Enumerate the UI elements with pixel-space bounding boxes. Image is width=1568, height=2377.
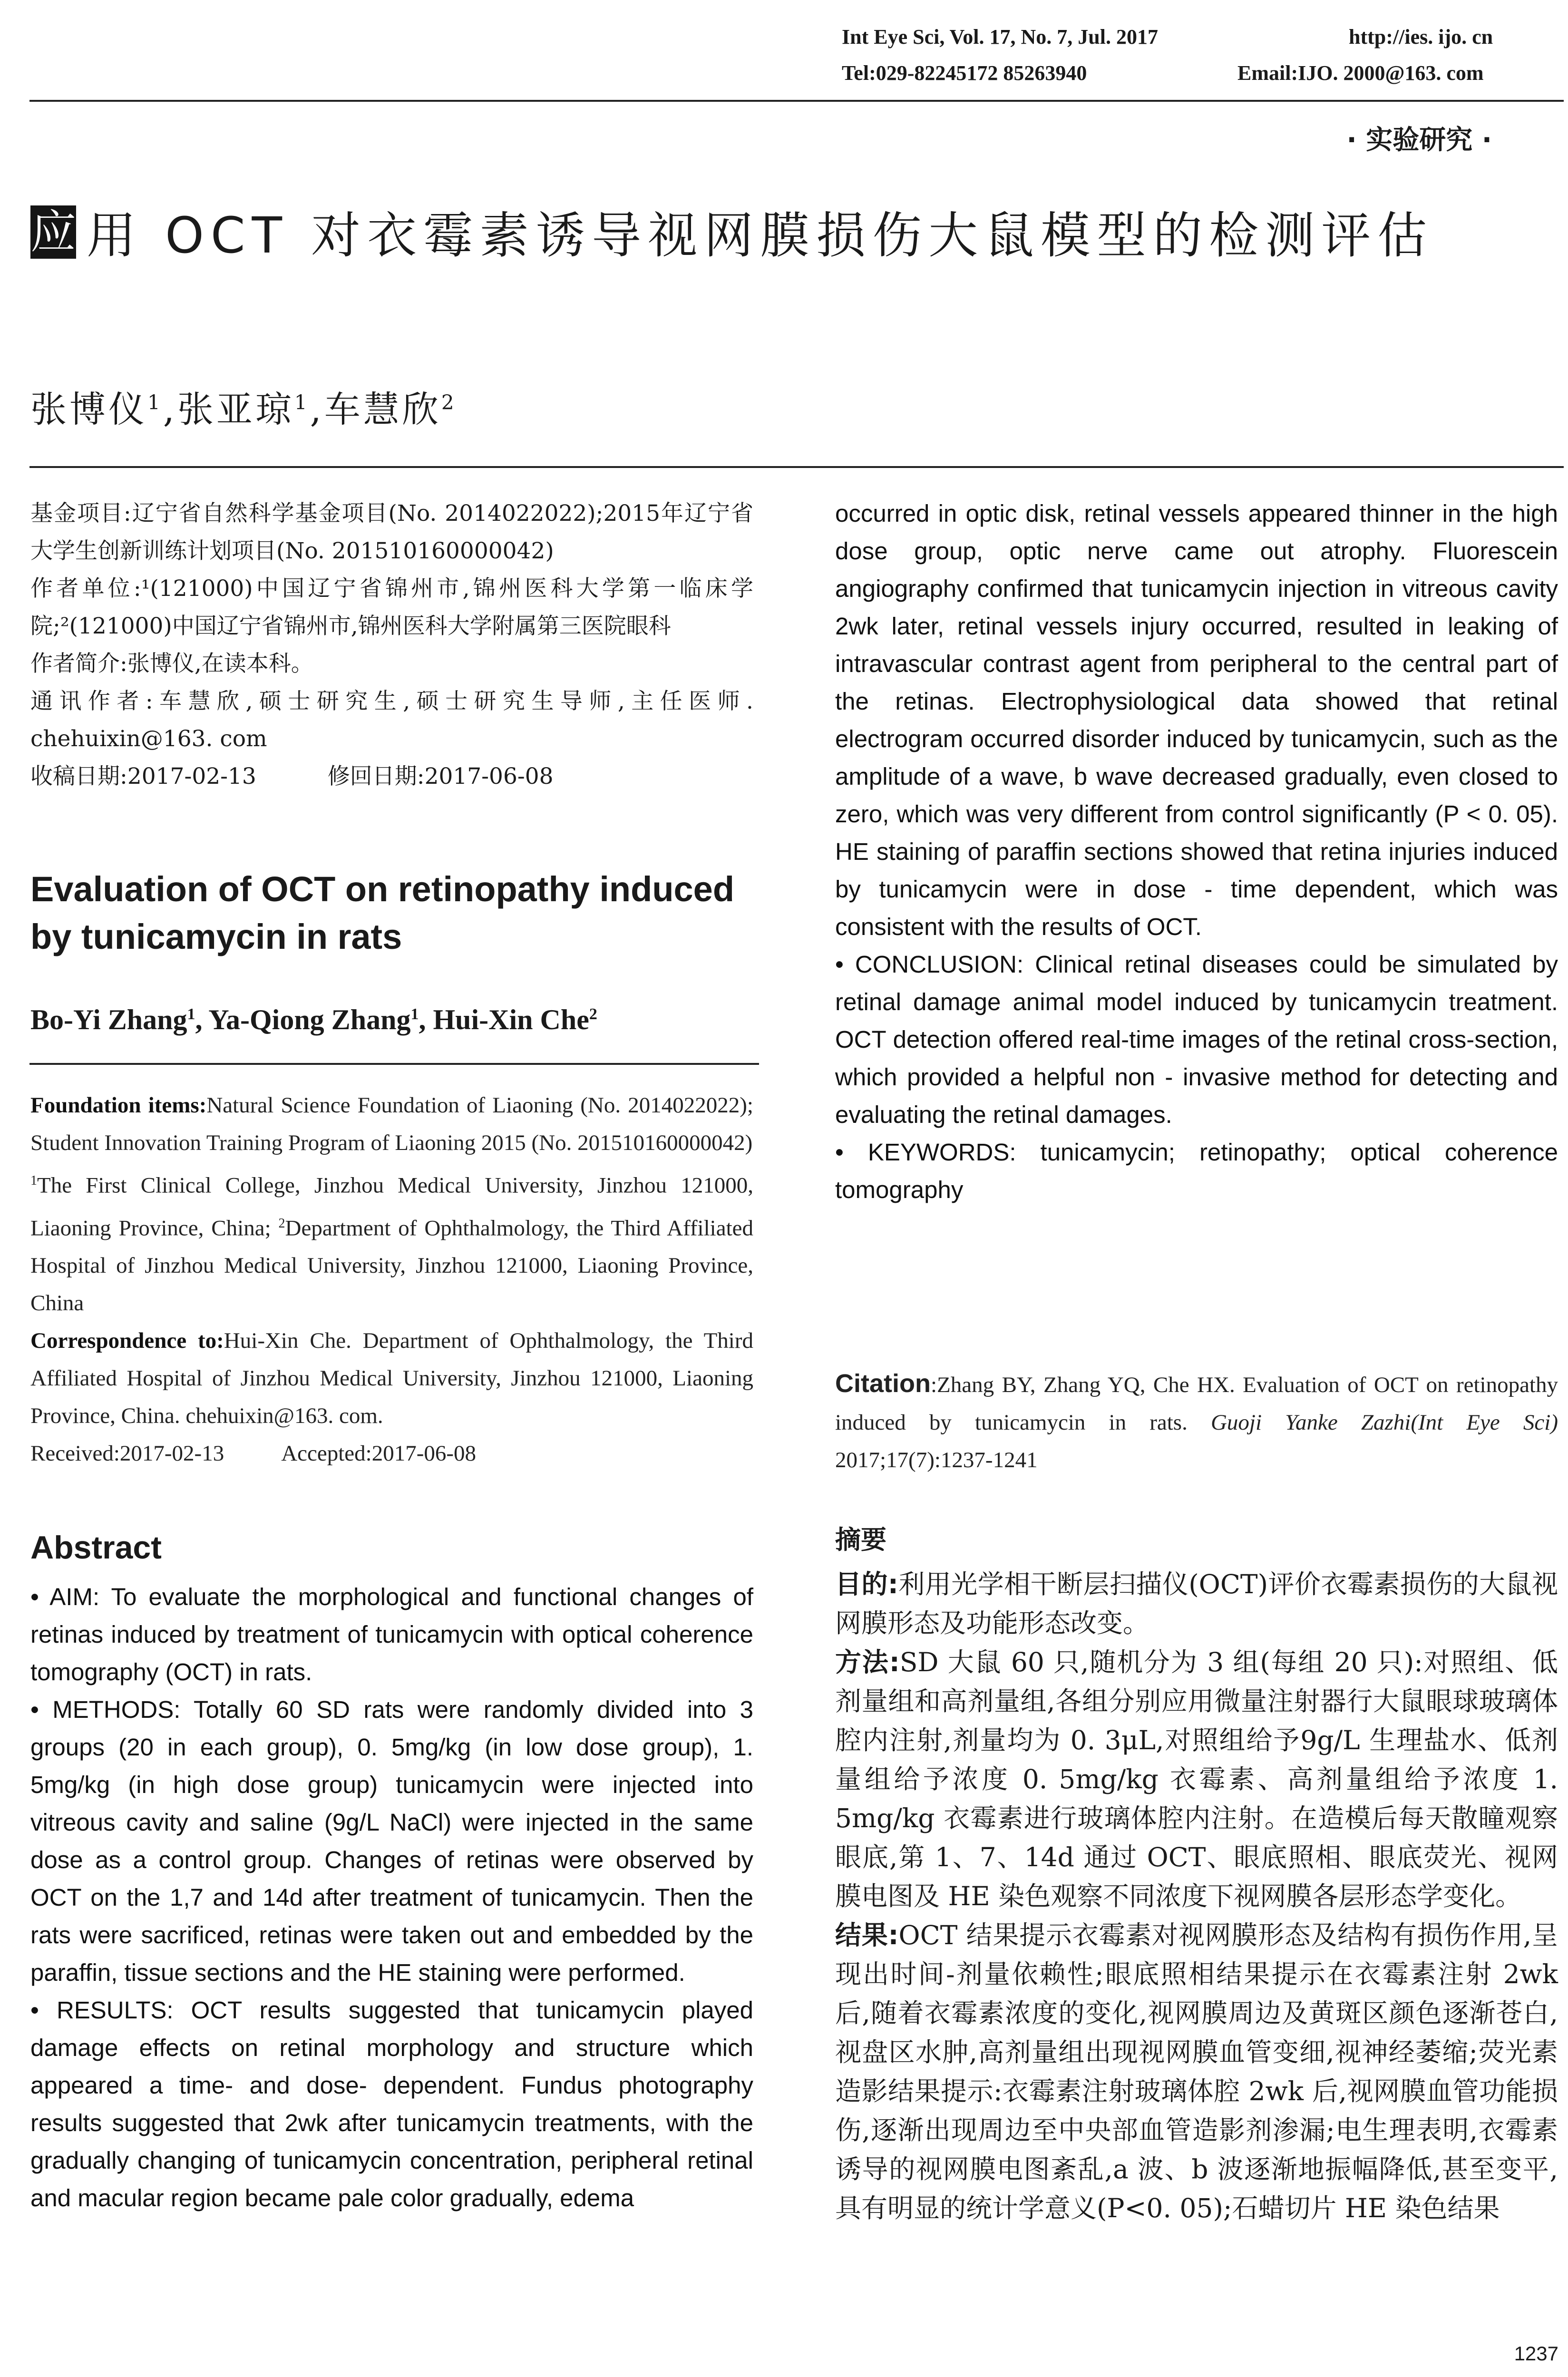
page-number: 1237 [1514,2342,1558,2365]
cn-abs-aim-text: 利用光学相干断层扫描仪(OCT)评价衣霉素损伤的大鼠视网膜形态及功能形态改变。 [835,1569,1558,1638]
en-affiliations: $^1$The First Clinical College, Jinzhou Medical University, Jinzhou 121000, Liaoning Province, China; $^2$Department of Ophthalmology, the Third Affiliated Hospital of Jinzhou Medical University, Jinzhou 121000, Liaoning Province, China [30,1173,754,1316]
title-first-char-block: 应 [30,205,76,259]
cn-affiliation: 作者单位:¹(121000)中国辽宁省锦州市,锦州医科大学第一临床学院;²(121000)中国辽宁省锦州市,锦州医科大学附属第三医院眼科 [30,575,753,639]
en-accepted: Accepted:2017-06-08 [281,1441,477,1466]
abstract-results-part1: • RESULTS: OCT results suggested that tunicamycin played damage effects on retinal morphology and structure which appeared a time- and dose- dependent. Fundus photography results suggested that 2wk after tunicamycin treatments, with the gradually changing of tunicamycin concentration, peripheral retinal and macular region became pale color gradually, edema [30,1997,753,2211]
en-foundation-label: Foundation items: [30,1093,207,1118]
header-rule [29,100,1564,102]
citation-block [835,1365,1558,1479]
abstract-conclusion: • CONCLUSION: Clinical retinal diseases could be simulated by retinal damage animal model induced by tunicamycin treatment. OCT detection offered real-time images of the retinal cross-section, which provided a helpful non - invasive method for detecting and evaluating the retinal damages. [835,951,1558,1128]
cn-abstract-body [835,1565,1558,2228]
cn-author-bio: 作者简介:张博仪,在读本科。 [30,651,313,677]
en-correspondence [30,1322,753,1435]
citation-ref: 2017;17(7):1237-1241 [835,1448,1038,1472]
author-cn-3: 车慧欣 [324,388,441,430]
abstract-keywords: • KEYWORDS: tunicamycin; retinopathy; optical coherence tomography [835,1139,1558,1203]
cn-abstract-heading: 摘要 [835,1525,886,1555]
en-corr-text: Hui-Xin Che. Department of Ophthalmology, the Third Affiliated Hospital of Jinzhou Medical University, Jinzhou 121000, Liaoning Province, China. chehuixin@163. com. [30,1328,753,1429]
en-foundation-text: Natural Science Foundation of Liaoning (No. 2014022022); Student Innovation Training Program of Liaoning 2015 (No. 201510160000042) [30,1093,753,1155]
author-en-3-aff: 2 [589,1005,597,1023]
journal-website[interactable]: http://ies. ijo. cn [1349,25,1493,49]
journal-volume-line: Int Eye Sci, Vol. 17, No. 7, Jul. 2017 [842,25,1158,49]
cn-abs-aim [835,1565,1558,1643]
section-tag: · 实验研究 · [1346,125,1492,156]
title-first-char-spacer [30,206,87,264]
author-cn-1-aff: 1 [147,390,163,414]
en-dates [30,1435,753,1472]
en-aff-1: The First Clinical College, Jinzhou Medical University, Jinzhou 121000, Liaoning Province, China; [30,1173,753,1241]
cn-correspondence: 通讯作者:车慧欣,硕士研究生,硕士研究生导师,主任医师. chehuixin@163. com [30,688,753,752]
title-rule [29,466,1564,468]
author-en-3: Hui-Xin Che [433,1004,589,1035]
abstract-heading: Abstract [30,1529,162,1566]
cn-abs-methods-label: 方法: [835,1647,900,1677]
cn-abs-results-text: OCT 结果提示衣霉素对视网膜形态及结构有损伤作用,呈现出时间-剂量依赖性;眼底照相结果提示在衣霉素注射 2wk 后,随着衣霉素浓度的变化,视网膜周边及黄斑区颜色逐渐苍白,视盘区水肿,高剂量组出现视网膜血管变细,视神经萎缩;荧光素造影结果提示:衣霉素注射玻璃体腔 2wk 后,视网膜血管功能损伤,逐渐出现周边至中央部血管造影剂渗漏;电生理表明,衣霉素诱导的视网膜电图紊乱,a 波、b 波逐渐地振幅降低,甚至变平,具有明显的统计学意义(P<0. 05);石蜡切片 HE 染色结果 [835,1920,1558,2223]
abstract-methods: • METHODS: Totally 60 SD rats were randomly divided into 3 groups (20 in each group), 0. 5mg/kg (in low dose group), 1. 5mg/kg (in high dose group) tunicamycin were injected into vitreous cavity and saline (9g/L NaCl) were injected in the same dose as a control group. Changes of retinas were observed by OCT on the 1,7 and 14d after treatment of tunicamycin. Then the rats were sacrificed, retinas were taken out and embedded by the paraffin, tissue sections and the HE staining were performed. [30,1696,753,1986]
en-foundation [30,1087,753,1162]
english-authors: Bo-Yi Zhang$^1$, Ya-Qiong Zhang$^1$, Hui-Xin Che$^2$ [30,1004,597,1035]
author-en-1: Bo-Yi Zhang [30,1004,187,1035]
cn-funding: 基金项目:辽宁省自然科学基金项目(No. 2014022022);2015年辽宁省大学生创新训练计划项目(No. 201510160000042) [30,500,753,564]
authors-cn: 张博仪$^1$,张亚琼$^1$,车慧欣$^2$ [30,388,457,430]
citation-journal: Guoji Yanke Zazhi(Int Eye Sci) [1210,1410,1558,1435]
citation-label: Citation [835,1369,931,1398]
cn-abs-results [835,1916,1558,2228]
english-authors-rule [29,1063,759,1065]
journal-tel: Tel:029-82245172 85263940 [842,61,1087,85]
cn-received: 收稿日期:2017-02-13 [30,763,256,789]
abstract-results-part2: occurred in optic disk, retinal vessels appeared thinner in the high dose group, optic nerve came out atrophy. Fluorescein angiography confirmed that tunicamycin injection in vitreous cavity 2wk later, retinal vessels injury occurred, resulted in leaking of intravascular contrast agent from peripheral to the central part of the retinas. Electrophysiological data showed that retinal electrogram occurred disorder induced by tunicamycin, such as the amplitude of a wave, b wave decreased gradually, even closed to zero, which was very different from control significantly (P < 0. 05). HE staining of paraffin sections showed that retina injuries induced by tunicamycin were in dose - time dependent, which was consistent with the results of OCT. [835,500,1558,940]
cn-revised: 修回日期:2017-06-08 [327,763,554,789]
title-text: 用 OCT 对衣霉素诱导视网膜损伤大鼠模型的检测评估 [30,206,1433,264]
author-cn-2: 张亚琼 [177,388,294,430]
en-received: Received:2017-02-13 [30,1441,224,1466]
abstract-right-column [835,495,1558,1208]
cn-dates [30,758,753,795]
citation-text: :Zhang BY, Zhang YQ, Che HX. Evaluation of OCT on retinopathy induced by tunicamycin in rats. [835,1373,1558,1435]
abstract-aim: • AIM: To evaluate the morphological and functional changes of retinas induced by treatment of tunicamycin with optical coherence tomography (OCT) in rats. [30,1583,753,1685]
cn-abs-methods [835,1643,1558,1916]
author-en-2-aff: 1 [410,1005,419,1023]
en-corr-label: Correspondence to: [30,1328,224,1354]
cn-info-block [30,495,753,795]
english-title: Evaluation of OCT on retinopathy induced by tunicamycin in rats [30,869,735,956]
en-aff-2: Department of Ophthalmology, the Third Affiliated Hospital of Jinzhou Medical University, Jinzhou 121000, Liaoning Province, China [30,1216,754,1316]
en-info-block [30,1087,753,1472]
cn-abs-results-label: 结果: [835,1920,899,1950]
abstract-left-column [30,1578,753,2217]
page-title [30,200,1567,271]
author-cn-3-aff: 2 [441,390,457,414]
author-cn-2-aff: 1 [294,390,310,414]
author-en-1-aff: 1 [187,1005,195,1023]
author-en-2: Ya-Qiong Zhang [208,1004,411,1035]
author-cn-1: 张博仪 [30,388,147,430]
cn-abs-aim-label: 目的: [835,1569,898,1599]
journal-email[interactable]: Email:IJO. 2000@163. com [1237,61,1484,85]
cn-abs-methods-text: SD 大鼠 60 只,随机分为 3 组(每组 20 只):对照组、低剂量组和高剂量组,各组分别应用微量注射器行大鼠眼球玻璃体腔内注射,剂量均为 0. 3μL,对照组给予9g/L 生理盐水、低剂量组给予浓度 0. 5mg/kg 衣霉素、高剂量组给予浓度 1. 5mg/kg 衣霉素进行玻璃体腔内注射。在造模后每天散瞳观察眼底,第 1、7、14d 通过 OCT、眼底照相、眼底荧光、视网膜电图及 HE 染色观察不同浓度下视网膜各层形态学变化。 [835,1647,1558,1911]
